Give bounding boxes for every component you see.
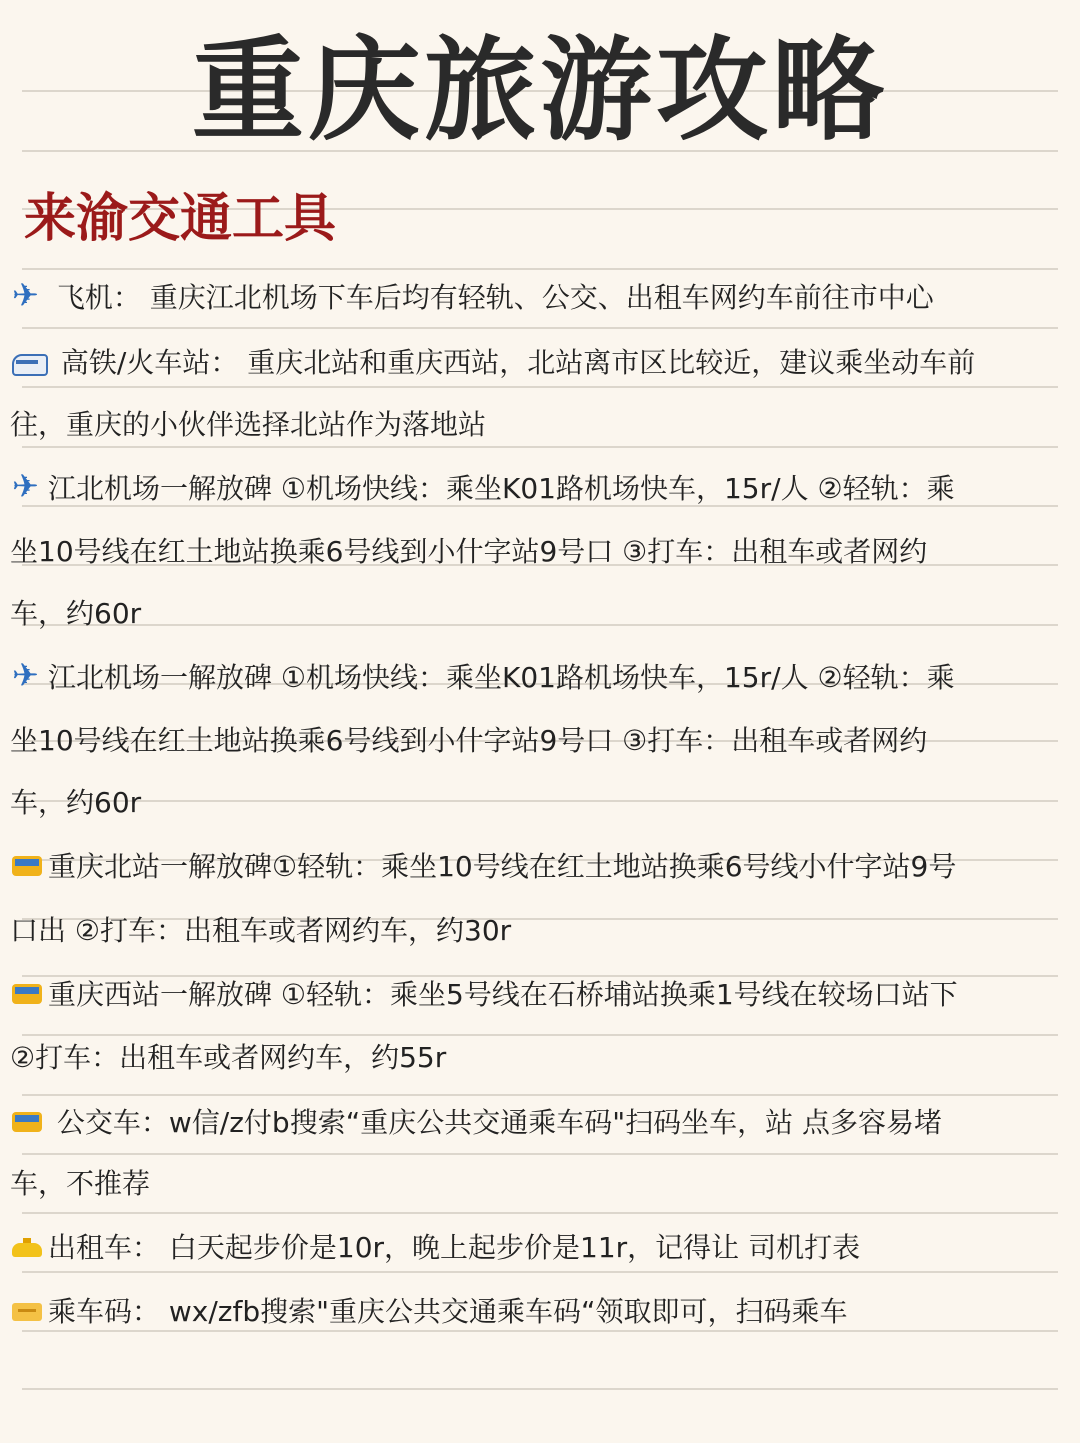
ruled-line [22, 1153, 1058, 1155]
list-item [10, 1228, 1072, 1268]
train-icon [10, 344, 48, 378]
ruled-line [22, 1212, 1058, 1214]
list-item [10, 469, 1072, 509]
list-item [10, 1164, 1072, 1204]
taxi-icon [10, 1229, 44, 1263]
section-title: 来渝交通工具 [24, 189, 337, 249]
line-text: 高铁/火车站： 重庆北站和重庆西站，北站离市区比较近，建议乘坐动车前 [52, 346, 976, 379]
ruled-line [22, 268, 1058, 270]
list-item [10, 975, 1072, 1015]
list-item [10, 721, 1072, 761]
line-text: 公交车：w信/z付b搜索“重庆公共交通乘车码"扫码坐车，站 点多容易堵 [48, 1106, 942, 1139]
bus-icon [10, 1104, 44, 1138]
line-text: 坐10号线在红土地站换乘6号线到小什字站9号口 ③打车：出租车或者网约 [10, 724, 928, 757]
ticket-icon [10, 1293, 44, 1327]
ruled-line [22, 1034, 1058, 1036]
line-text: 重庆北站一解放碑①轻轨：乘坐10号线在红土地站换乘6号线小什字站9号 [48, 850, 957, 883]
line-text: 车，约60r [10, 786, 142, 819]
ruled-line [22, 446, 1058, 448]
plane-icon [10, 279, 44, 313]
line-text: 口出 ②打车：出租车或者网约车，约30r [10, 914, 512, 947]
plane-icon [10, 659, 44, 693]
ruled-line [22, 1388, 1058, 1390]
list-item [10, 1292, 1072, 1332]
list-item [10, 783, 1072, 823]
list-item [10, 343, 1072, 383]
line-text: 车，不推荐 [10, 1167, 151, 1200]
line-text: 车，约60r [10, 597, 142, 630]
line-text: 重庆西站一解放碑 ①轻轨：乘坐5号线在石桥埔站换乘1号线在较场口站下 [48, 978, 958, 1011]
ruled-line [22, 1271, 1058, 1273]
list-item [10, 1038, 1072, 1078]
line-text: 飞机： 重庆江北机场下车后均有轻轨、公交、出租车网约车前往市中心 [48, 281, 934, 314]
ruled-line [22, 386, 1058, 388]
line-text: 江北机场一解放碑 ①机场快线：乘坐K01路机场快车，15r/人 ②轻轨：乘 [48, 661, 955, 694]
plane-icon [10, 470, 44, 504]
list-item [10, 405, 1072, 445]
line-text: 坐10号线在红土地站换乘6号线到小什字站9号口 ③打车：出租车或者网约 [10, 535, 928, 568]
list-item [10, 847, 1072, 887]
bus-icon [10, 848, 44, 882]
ruled-line [22, 1094, 1058, 1096]
page-title: 重庆旅游攻略 [192, 26, 888, 156]
line-text: 出租车： 白天起步价是10r，晚上起步价是11r，记得让 司机打表 [48, 1231, 861, 1264]
bus-icon [10, 976, 44, 1010]
list-item [10, 594, 1072, 634]
line-text: 乘车码： wx/zfb搜索"重庆公共交通乘车码“领取即可，扫码乘车 [48, 1295, 848, 1328]
ruled-line [22, 327, 1058, 329]
line-text: 往，重庆的小伙伴选择北站作为落地站 [10, 408, 487, 441]
list-item [10, 278, 1072, 318]
list-item [10, 1103, 1072, 1143]
line-text: 江北机场一解放碑 ①机场快线：乘坐K01路机场快车，15r/人 ②轻轨：乘 [48, 472, 955, 505]
list-item [10, 532, 1072, 572]
list-item [10, 658, 1072, 698]
line-text: ②打车：出租车或者网约车，约55r [10, 1041, 447, 1074]
list-item [10, 911, 1072, 951]
